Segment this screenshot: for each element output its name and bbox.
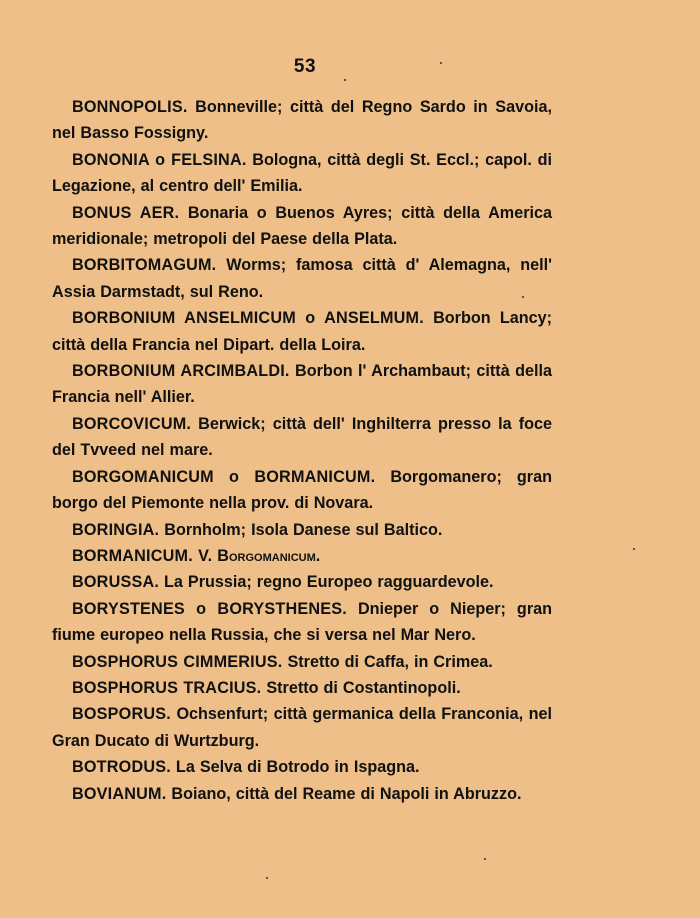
entry [52, 781, 552, 807]
entry [52, 411, 552, 464]
entry-definition: La Prussia; regno Europeo ragguardevole. [159, 573, 494, 592]
entry-definition: Dnieper o Nieper; gran fiume europeo nella Russia, che si versa nel Mar Nero. [52, 599, 553, 645]
entry-definition: Stretto di Caffa, in Crimea. [282, 652, 493, 671]
entry-headword: BONNOPOLIS. [72, 98, 188, 116]
entry [52, 569, 552, 595]
entry [52, 464, 552, 517]
entry [52, 517, 552, 543]
entry [52, 675, 552, 701]
scan-speck [266, 877, 268, 879]
entry-headword: BOVIANUM. [72, 784, 167, 803]
entry-definition: Bonaria o Buenos Ayres; città della America meridionale; metropoli del Paese della Plata. [52, 203, 552, 249]
entry-definition: Stretto di Costantinopoli. [261, 678, 461, 697]
entry-definition: Worms; famosa città d' Alemagna, nell' Assia Darmstadt, sul Reno. [52, 256, 552, 301]
entry-headword: BORGOMANICUM o BORMANICUM. [72, 467, 376, 486]
entry-definition: Boiano, città del Reame di Napoli in Abruzzo. [166, 784, 522, 803]
entry-definition: Borgomanero; gran borgo del Piemonte nella prov. di Novara. [52, 467, 552, 513]
entry [52, 94, 552, 147]
entry-definition: Ochsenfurt; città germanica della Franconia, nel Gran Ducato di Wurtzburg. [52, 705, 552, 750]
entry [52, 754, 552, 780]
entry [52, 147, 552, 200]
entry [52, 596, 552, 649]
entry [52, 701, 552, 754]
scan-speck [522, 296, 524, 298]
entry [52, 200, 552, 253]
entry-definition: La Selva di Botrodo in Ispagna. [170, 758, 420, 777]
entry-definition: Borbon l' Archambaut; città della Francia nell' Allier. [52, 362, 552, 407]
scan-speck [484, 858, 486, 860]
entry-headword: BORCOVICUM. [72, 414, 192, 433]
entry-definition: Berwick; città dell' Inghilterra presso la foce del Tvveed nel mare. [52, 414, 552, 460]
entry-definition: Bonneville; città del Regno Sardo in Savoia, nel Basso Fossigny. [52, 98, 552, 143]
entry-headword: BORMANICUM. V. [72, 546, 213, 565]
entry-definition: Bologna, città degli St. Eccl.; capol. di Legazione, al centro dell' Emilia. [52, 150, 552, 196]
scan-speck [344, 79, 346, 81]
entry-headword: BORBITOMAGUM. [72, 256, 217, 275]
entry [52, 543, 552, 569]
entry-headword: BORUSSA. [72, 573, 160, 592]
entry-headword: BONONIA o FELSINA. [72, 150, 247, 169]
entry-cross-reference: Borgomanicum. [212, 546, 321, 565]
entry [52, 358, 552, 411]
scan-speck [633, 548, 635, 550]
entry-headword: BOSPHORUS CIMMERIUS. [72, 652, 283, 671]
scan-speck [440, 62, 442, 64]
entry-headword: BOSPORUS. [72, 705, 171, 724]
entry [52, 305, 552, 358]
page-number: 53 [293, 56, 317, 77]
entry-definition: Borbon Lancy; città della Francia nel Dipart. della Loira. [52, 309, 552, 354]
entry-headword: BOTRODUS. [72, 758, 171, 777]
entry-list [52, 94, 552, 807]
entry-headword: BORBONIUM ANSELMICUM o ANSELMUM. [72, 309, 424, 328]
entry [52, 649, 552, 675]
entry-headword: BORINGIA. [72, 520, 160, 539]
entry-headword: BORYSTENES o BORYSTHENES. [72, 599, 347, 618]
entry-headword: BOSPHORUS TRACIUS. [72, 678, 262, 697]
entry-headword: BORBONIUM ARCIMBALDI. [72, 362, 290, 381]
entry-headword: BONUS AER. [72, 203, 180, 222]
entry-definition: Bornholm; Isola Danese sul Baltico. [159, 520, 443, 539]
entry [52, 252, 552, 305]
